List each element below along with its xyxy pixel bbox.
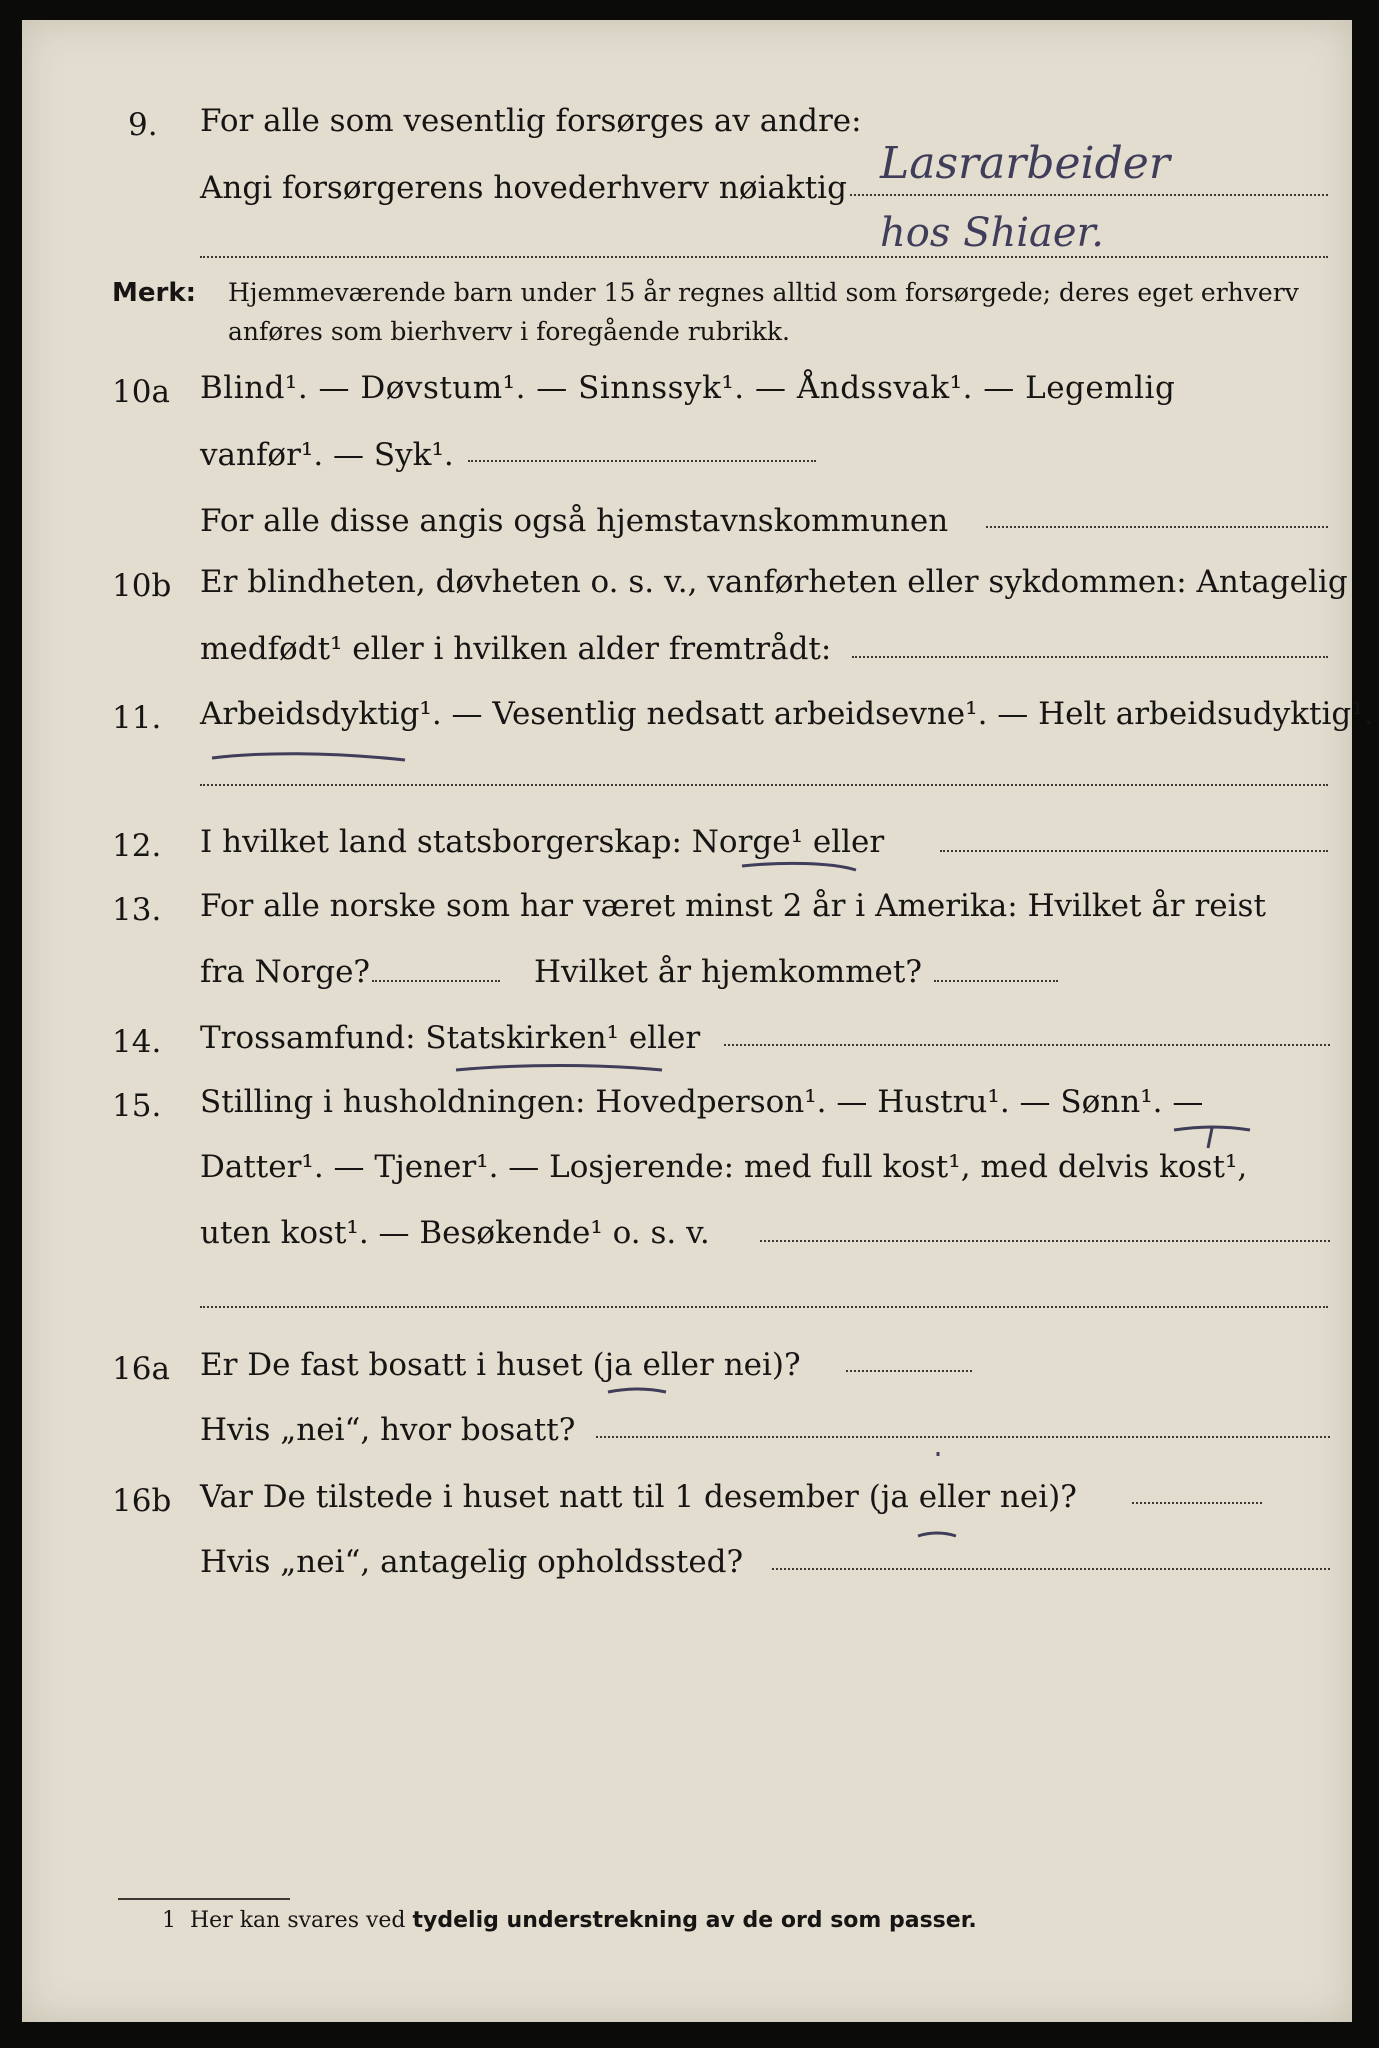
question-12-number: 12. <box>112 828 162 864</box>
question-15-line3: uten kost¹. — Besøkende¹ o. s. v. <box>200 1215 710 1251</box>
merk-line1: Hjemmeværende barn under 15 år regnes alltid som forsørgede; deres eget erhverv <box>228 278 1299 307</box>
question-10a-number: 10a <box>112 374 170 410</box>
footnote-text-plain: Her kan svares ved <box>190 1908 406 1933</box>
question-10a-line1: Blind¹. — Døvstum¹. — Sinnssyk¹. — Åndssvak¹. — Legemlig <box>200 370 1176 406</box>
question-16b-line1: Var De tilstede i huset natt til 1 desember (ja eller nei)? <box>200 1479 1077 1515</box>
question-15-line2: Datter¹. — Tjener¹. — Losjerende: med full kost¹, med delvis kost¹, <box>200 1149 1248 1185</box>
underline-ja-16b <box>918 1452 956 1536</box>
question-13-line1: For alle norske som har været minst 2 år i Amerika: Hvilket år reist <box>200 888 1266 924</box>
question-13-line2a: fra Norge? <box>200 954 371 990</box>
question-15-line1: Stilling i husholdningen: Hovedperson¹. — Hustru¹. — Sønn¹. — <box>200 1084 1204 1120</box>
question-11-number: 11. <box>112 700 162 736</box>
question-16b-line2: Hvis „nei“, antagelig opholdssted? <box>200 1544 744 1580</box>
question-10a-line2: vanfør¹. — Syk¹. <box>200 437 454 473</box>
question-15-number: 15. <box>112 1088 162 1124</box>
question-10b-line2: medfødt¹ eller i hvilken alder fremtrådt: <box>200 631 832 667</box>
underline-arbeidsdyktig <box>212 754 405 760</box>
question-16a-number: 16a <box>112 1351 170 1387</box>
question-13-line2b: Hvilket år hjemkommet? <box>534 954 922 990</box>
underline-ja-16a <box>608 1389 666 1392</box>
question-14-number: 14. <box>112 1024 162 1060</box>
footnote-text-bold: tydelig understrekning av de ord som passer. <box>412 1908 977 1933</box>
merk-label: Merk: <box>112 278 197 308</box>
question-9-line1: For alle som vesentlig forsørges av andre: <box>200 103 862 139</box>
question-10b-line1: Er blindheten, døvheten o. s. v., vanførheten eller sykdommen: Antagelig <box>200 564 1348 600</box>
question-9-line2: Angi forsørgerens hovederhverv nøiaktig <box>200 170 847 206</box>
handwritten-employer: hos Shiaer. <box>880 210 1105 256</box>
question-14-line1: Trossamfund: Statskirken¹ eller <box>200 1020 701 1056</box>
merk-line2: anføres som bierhverv i foregående rubrikk. <box>228 317 790 346</box>
footnote-marker: 1 <box>162 1908 176 1933</box>
question-9-number: 9. <box>128 107 158 143</box>
question-11-line1: Arbeidsdyktig¹. — Vesentlig nedsatt arbeidsevne¹. — Helt arbeidsudyktig¹. <box>200 696 1374 732</box>
underline-statskirken <box>456 1066 662 1071</box>
question-10b-number: 10b <box>112 568 172 604</box>
handwritten-occupation: Lasrarbeider <box>880 138 1170 189</box>
underline-sonn <box>1174 1127 1250 1148</box>
underline-norge <box>742 863 856 870</box>
question-10a-line3: For alle disse angis også hjemstavnskommunen <box>200 503 949 539</box>
question-16a-line1: Er De fast bosatt i huset (ja eller nei)? <box>200 1347 801 1383</box>
question-16b-number: 16b <box>112 1483 172 1519</box>
question-16a-line2: Hvis „nei“, hvor bosatt? <box>200 1412 576 1448</box>
question-12-line1: I hvilket land statsborgerskap: Norge¹ eller <box>200 824 885 860</box>
question-13-number: 13. <box>112 892 162 928</box>
